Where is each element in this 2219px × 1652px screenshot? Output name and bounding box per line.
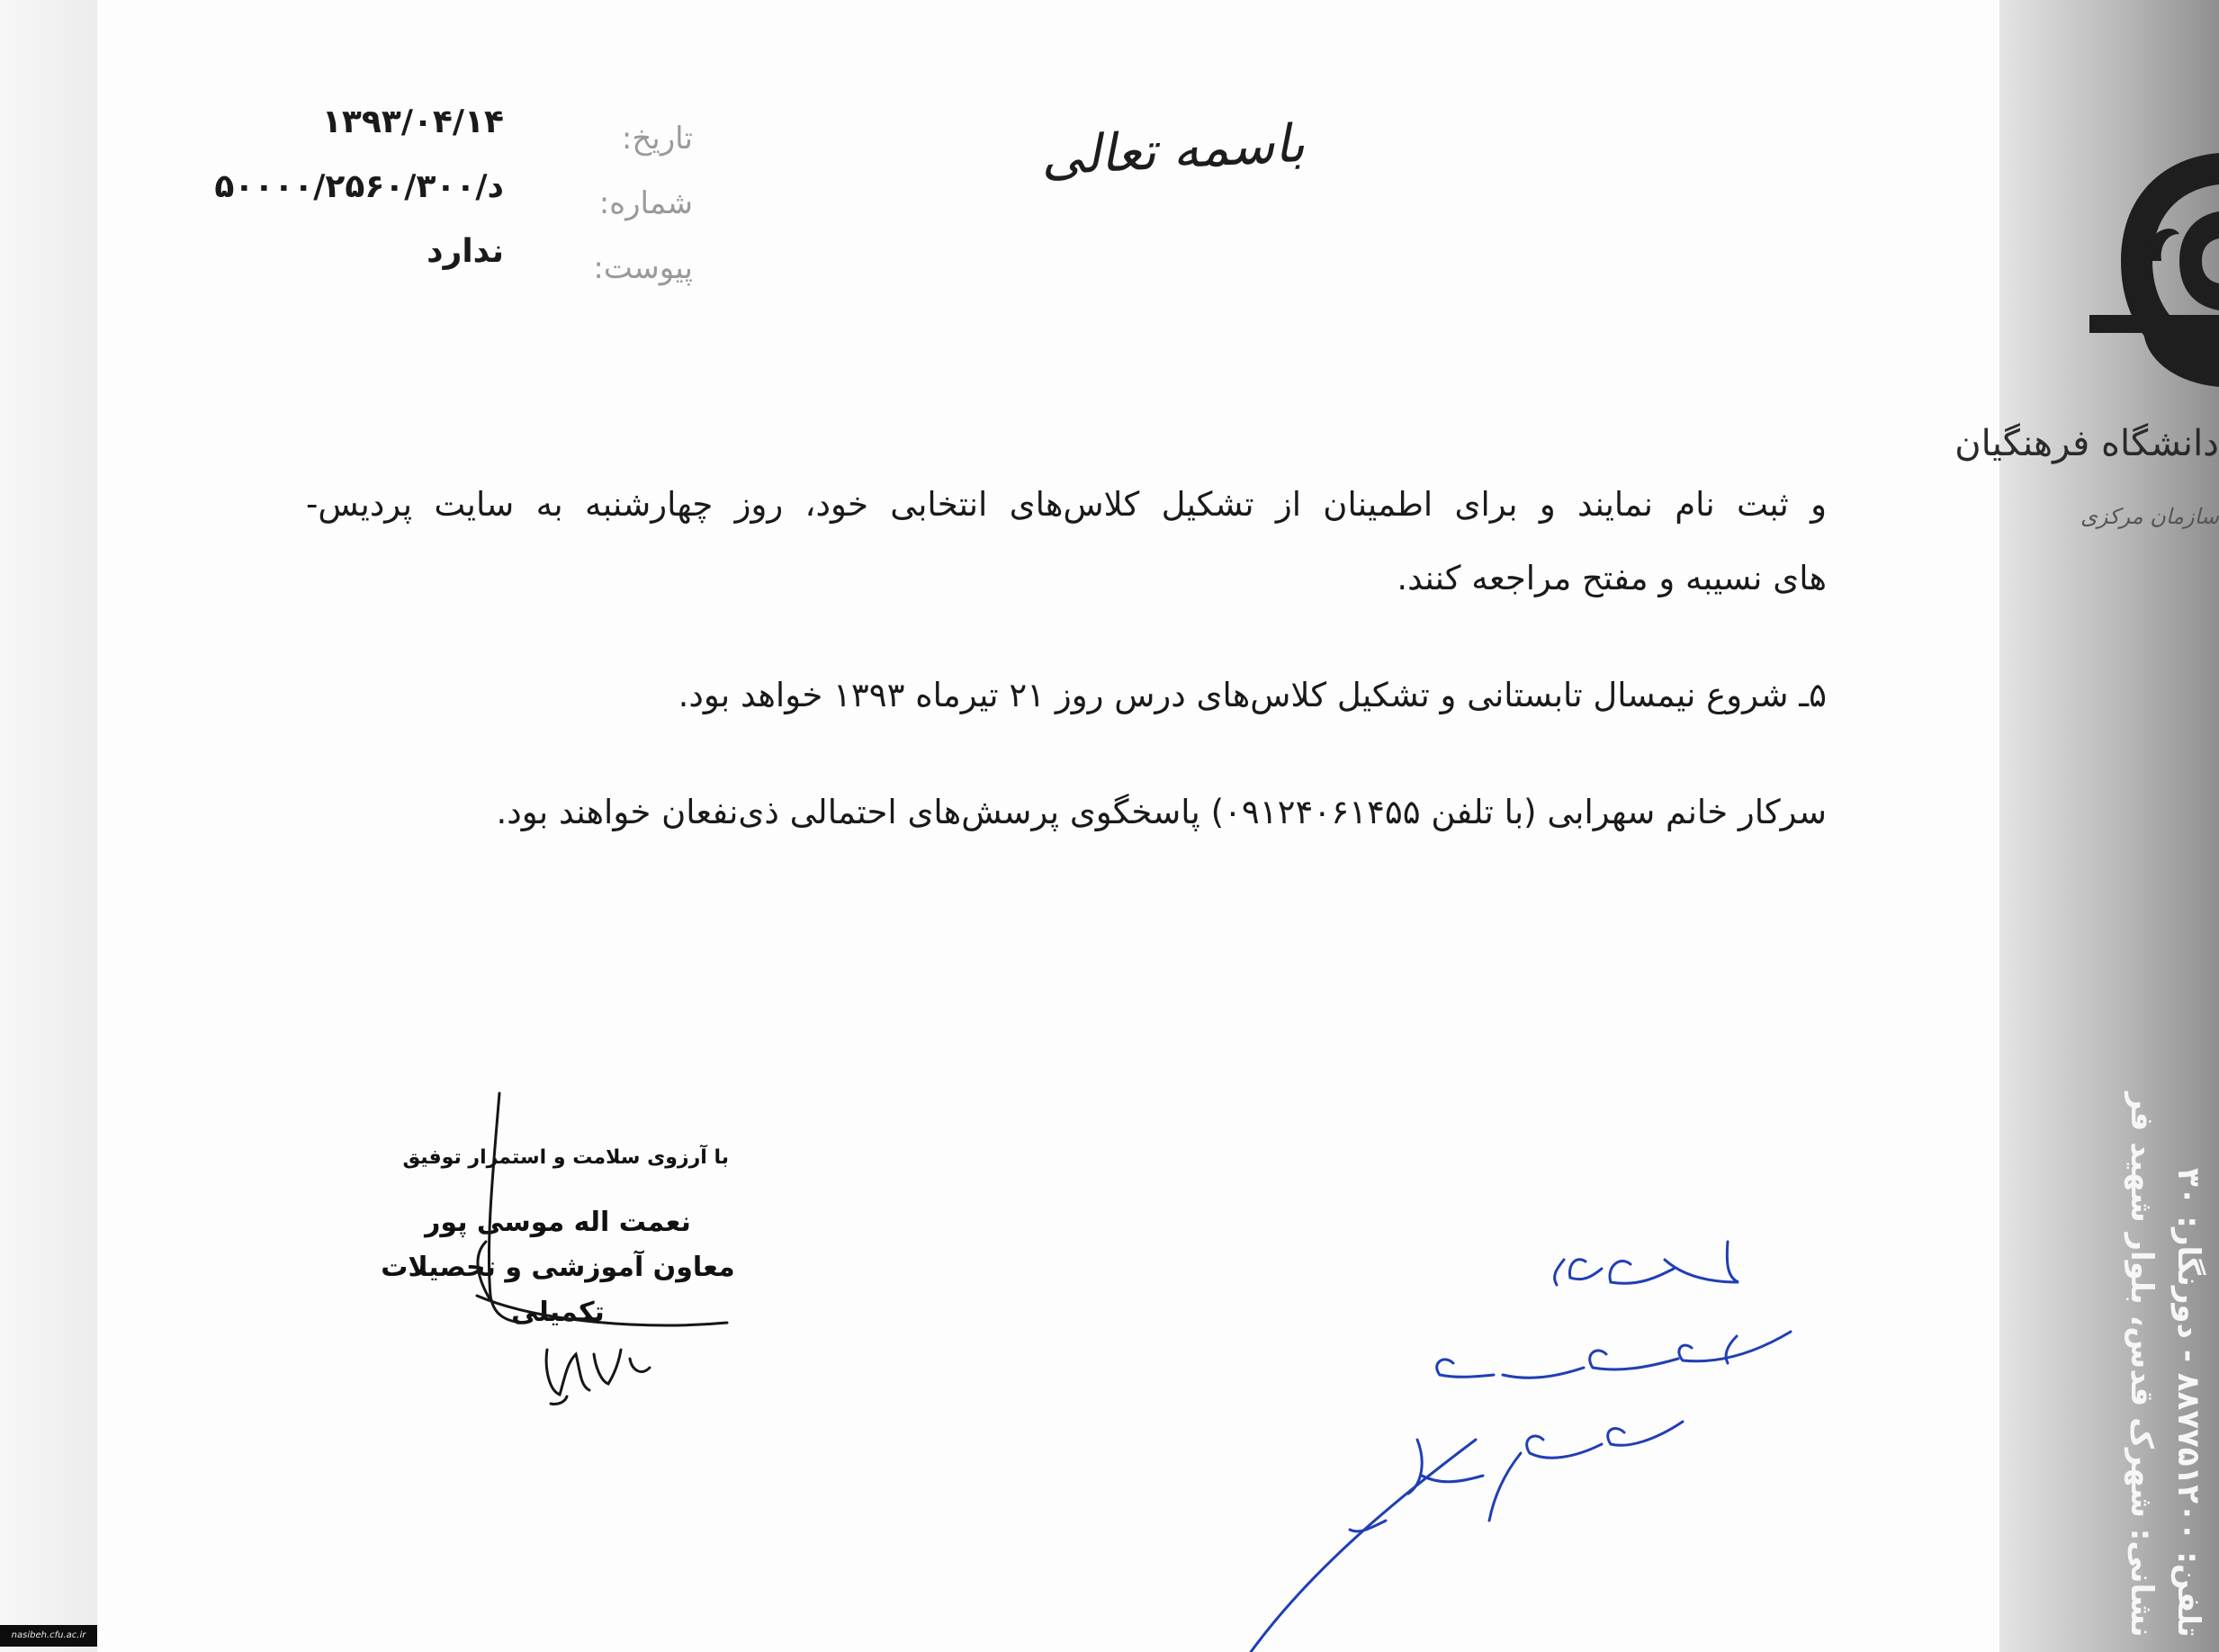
university-logo-icon [2035, 135, 2219, 405]
letterhead-footer-address: نشانی: شهرک قدس، بلوار شهید فر [2124, 1092, 2160, 1638]
attachment-label: پیوست: [593, 250, 693, 286]
body-paragraph-1-line-1: و ثبت نام نمایند و برای اطمینان از تشکیل کلاس‌های انتخابی خود، روز چهارشنبه به سایت پردیس- [306, 485, 1827, 524]
header-values [144, 90, 504, 284]
letterhead-footer-phone: تلفن: ۸۸۷۷۵۱۲۰۰ - دورنگار: ۳۰ [2170, 1168, 2206, 1638]
letterhead-org-name: دانشگاه فرهنگیان [1954, 423, 2219, 464]
closing-wish: با آرزوی سلامت و استمرار توفیق [402, 1146, 729, 1169]
letter-date: ۱۳۹۳/۰۴/۱۴ [321, 103, 504, 140]
invocation-heading: باسمه تعالی [1039, 112, 1307, 188]
scan-left-edge [0, 0, 97, 1652]
date-label: تاریخ: [621, 121, 693, 157]
letter-attachment: ندارد [427, 233, 504, 270]
body-paragraph-1-line-2: های نسیبه و مفتح مراجعه کنند. [1397, 559, 1827, 597]
letter-body [306, 468, 1827, 849]
header-labels [558, 106, 693, 301]
number-label: شماره: [598, 185, 693, 221]
letterhead-org-unit: سازمان مرکزی [2080, 504, 2219, 529]
signatory-title: معاون آموزشی و تحصیلات تکمیلی [381, 1252, 735, 1328]
letter-number: د/۵۰۰۰۰/۲۵۶۰/۳۰۰ [214, 168, 504, 205]
letter-closing [369, 1136, 747, 1335]
body-paragraph-3: سرکار خانم سهرابی (با تلفن ۰۹۱۲۴۰۶۱۴۵۵) پاسخگوی پرسش‌های احتمالی ذی‌نفعان خواهند بود. [496, 793, 1827, 831]
watermark: nasibeh.cfu.ac.ir [0, 1625, 97, 1647]
body-paragraph-2: ۵ـ شروع نیمسال تابستانی و تشکیل کلاس‌های درس روز ۲۱ تیرماه ۱۳۹۳ خواهد بود. [678, 676, 1827, 714]
signatory-name: نعمت اله موسی پور [425, 1207, 691, 1238]
